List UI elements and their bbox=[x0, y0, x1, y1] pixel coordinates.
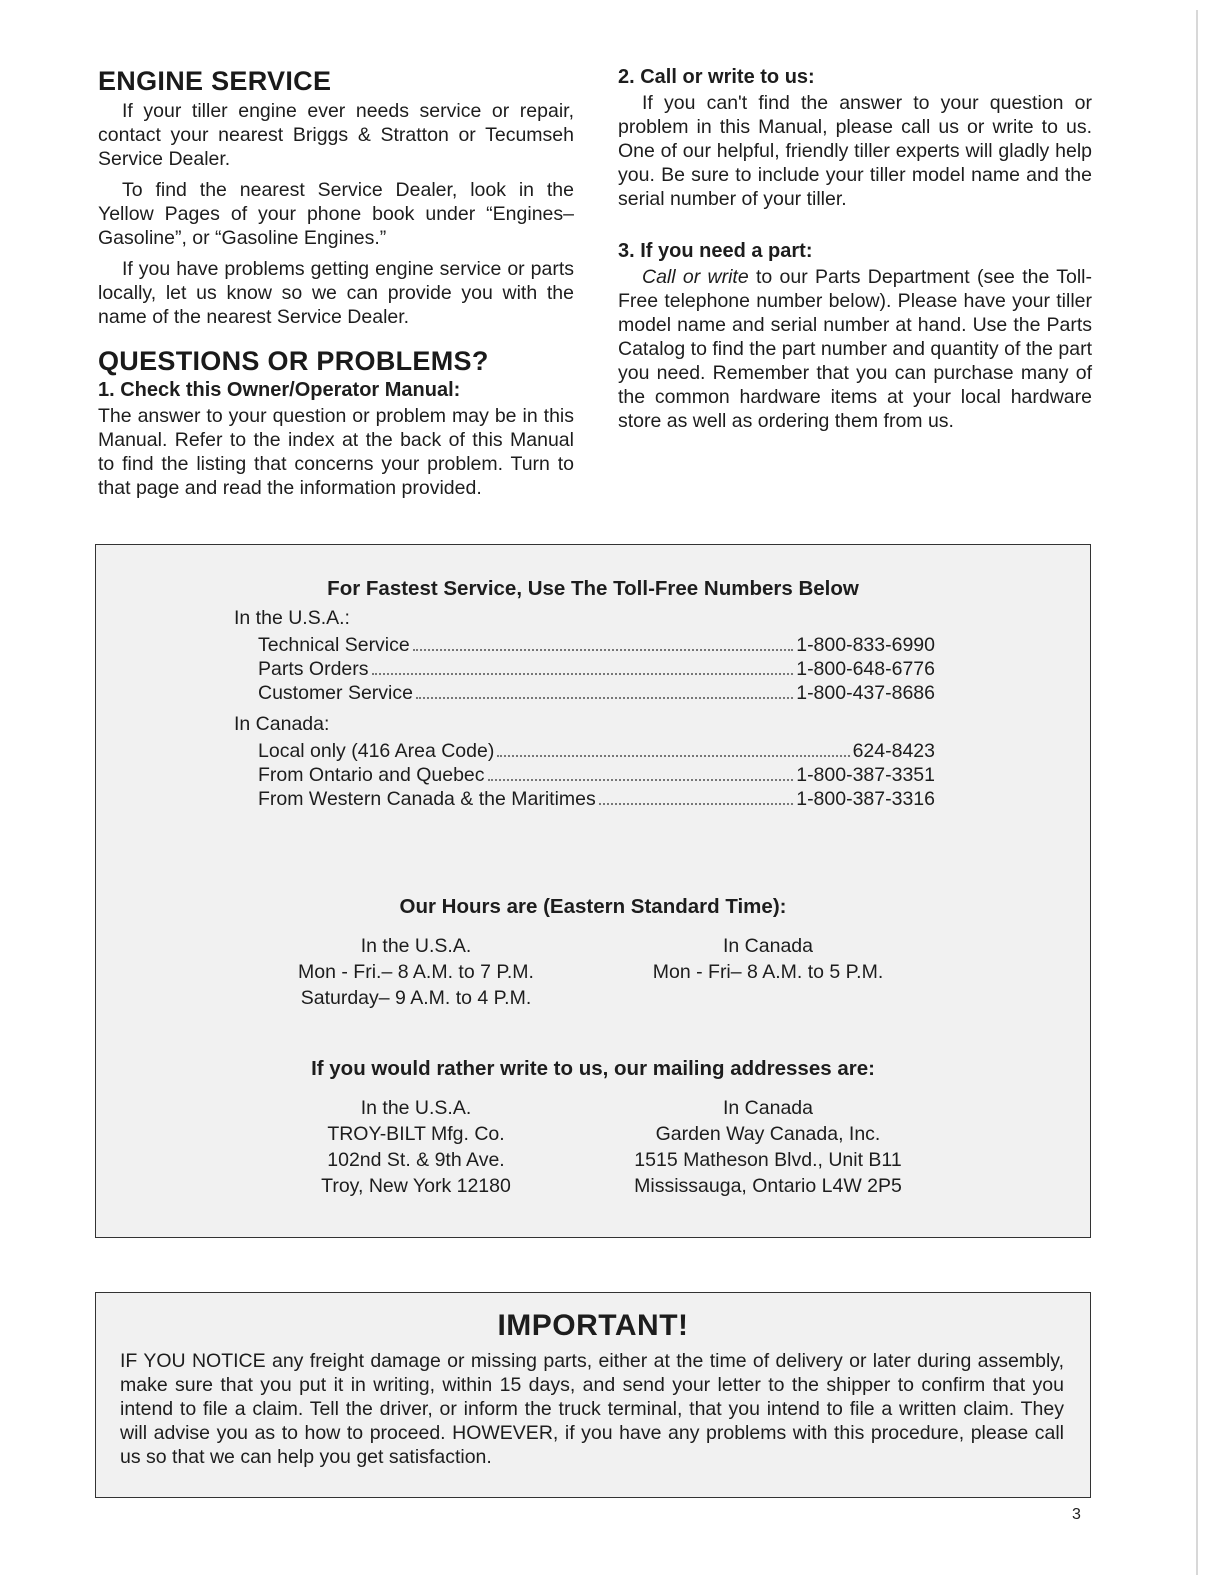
leader-dots bbox=[413, 648, 793, 651]
phone-label: Customer Service bbox=[258, 682, 413, 704]
phone-number: 1-800-648-6776 bbox=[796, 658, 935, 680]
phone-number: 1-800-387-3316 bbox=[796, 788, 935, 810]
page-edge-line bbox=[1196, 10, 1198, 1575]
phone-number: 1-800-387-3351 bbox=[796, 764, 935, 786]
phone-label: From Western Canada & the Maritimes bbox=[258, 788, 596, 810]
phone-number: 1-800-437-8686 bbox=[796, 682, 935, 704]
leader-dots bbox=[599, 802, 793, 805]
usa-label: In the U.S.A.: bbox=[234, 607, 350, 629]
page-number: 3 bbox=[1072, 1506, 1081, 1523]
mail-usa-line: 102nd St. & 9th Ave. bbox=[327, 1149, 505, 1171]
leader-dots bbox=[372, 672, 794, 675]
hours-canada-weekday: Mon - Fri– 8 A.M. to 5 P.M. bbox=[652, 961, 884, 983]
mail-canada-line: 1515 Matheson Blvd., Unit B11 bbox=[634, 1149, 902, 1171]
step3-title: 3. If you need a part: bbox=[618, 240, 813, 262]
hours-canada bbox=[618, 933, 918, 985]
hours-canada-heading: In Canada bbox=[723, 935, 813, 957]
hours-usa-saturday: Saturday– 9 A.M. to 4 P.M. bbox=[300, 987, 532, 1009]
contact-box bbox=[95, 544, 1091, 1238]
hours-usa-weekday: Mon - Fri.– 8 A.M. to 7 P.M. bbox=[298, 961, 534, 983]
mail-usa bbox=[266, 1095, 566, 1199]
step1-title: 1. Check this Owner/Operator Manual: bbox=[98, 379, 461, 401]
questions-heading: QUESTIONS OR PROBLEMS? bbox=[98, 346, 489, 376]
engine-service-paragraph-1: If your tiller engine ever needs service or repair, contact your nearest Briggs & Stratton or Tecumseh Service Dealer. bbox=[98, 100, 574, 170]
hours-usa-heading: In the U.S.A. bbox=[360, 935, 472, 957]
mail-canada-heading: In Canada bbox=[723, 1097, 813, 1119]
phone-row-ontario-quebec bbox=[258, 763, 935, 787]
phone-row-technical-service bbox=[258, 633, 935, 657]
leader-dots bbox=[497, 754, 849, 757]
mail-usa-line: Troy, New York 12180 bbox=[321, 1175, 511, 1197]
phone-row-parts-orders bbox=[258, 657, 935, 681]
step2-text: If you can't find the answer to your question or problem in this Manual, please call us or write to us. One of our helpful, friendly tiller experts will gladly help you. Be sure to include your tiller model name and the serial number of your tiller. bbox=[618, 92, 1092, 210]
leader-dots bbox=[416, 696, 793, 699]
hours-title: Our Hours are (Eastern Standard Time): bbox=[399, 895, 787, 918]
phone-label: Parts Orders bbox=[258, 658, 369, 680]
mail-canada-line: Mississauga, Ontario L4W 2P5 bbox=[634, 1175, 902, 1197]
step3-rest: to our Parts Department (see the Toll-Free telephone number below). Please have your tiller model name and serial number at hand. Use the Parts Catalog to find the part number and quantity of the part you need. Remember that you can purchase many of the common hardware items at your local hardware store as well as ordering them from us. bbox=[618, 266, 1092, 432]
mail-usa-line: TROY-BILT Mfg. Co. bbox=[327, 1123, 505, 1145]
leader-dots bbox=[488, 778, 794, 781]
phone-row-local-only bbox=[258, 739, 935, 763]
phone-number: 1-800-833-6990 bbox=[796, 634, 935, 656]
phone-label: Local only (416 Area Code) bbox=[258, 740, 495, 762]
right-column bbox=[618, 66, 1092, 440]
mail-usa-heading: In the U.S.A. bbox=[360, 1097, 472, 1119]
phone-row-western-canada bbox=[258, 787, 935, 811]
step2-title: 2. Call or write to us: bbox=[618, 66, 815, 88]
important-box bbox=[95, 1292, 1091, 1498]
phone-row-customer-service bbox=[258, 681, 935, 705]
engine-service-heading: ENGINE SERVICE bbox=[98, 66, 332, 96]
step1-text: The answer to your question or problem may be in this Manual. Refer to the index at the back of this Manual to find the listing that concerns your problem. Turn to that page and read the information provided. bbox=[98, 405, 574, 499]
engine-service-paragraph-3: If you have problems getting engine service or parts locally, let us know so we can provide you with the name of the nearest Service Dealer. bbox=[98, 258, 574, 328]
hours-usa bbox=[266, 933, 566, 1011]
phone-number: 624-8423 bbox=[852, 740, 935, 762]
engine-service-paragraph-2: To find the nearest Service Dealer, look in the Yellow Pages of your phone book under “Engines–Gasoline”, or “Gasoline Engines.” bbox=[98, 179, 574, 249]
canada-label: In Canada: bbox=[234, 713, 330, 735]
important-title: IMPORTANT! bbox=[497, 1309, 689, 1342]
phone-label: Technical Service bbox=[258, 634, 410, 656]
toll-free-title: For Fastest Service, Use The Toll-Free Numbers Below bbox=[327, 577, 859, 600]
left-column bbox=[98, 66, 574, 507]
mail-canada bbox=[618, 1095, 918, 1199]
phone-label: From Ontario and Quebec bbox=[258, 764, 485, 786]
step3-text bbox=[618, 265, 1092, 433]
important-text: IF YOU NOTICE any freight damage or missing parts, either at the time of delivery or later during assembly, make sure that you put it in writing, within 15 days, and send your letter to the shipper to confirm that you intend to file a claim. Tell the driver, or inform the truck terminal, that you intend to file a written claim. They will advise you as to how to proceed. HOWEVER, if you have any problems with this procedure, please call us so that we can help you get satisfaction. bbox=[120, 1350, 1064, 1468]
mail-title: If you would rather write to us, our mailing addresses are: bbox=[311, 1057, 875, 1080]
step3-italic: Call or write bbox=[642, 266, 749, 288]
mail-canada-line: Garden Way Canada, Inc. bbox=[655, 1123, 881, 1145]
